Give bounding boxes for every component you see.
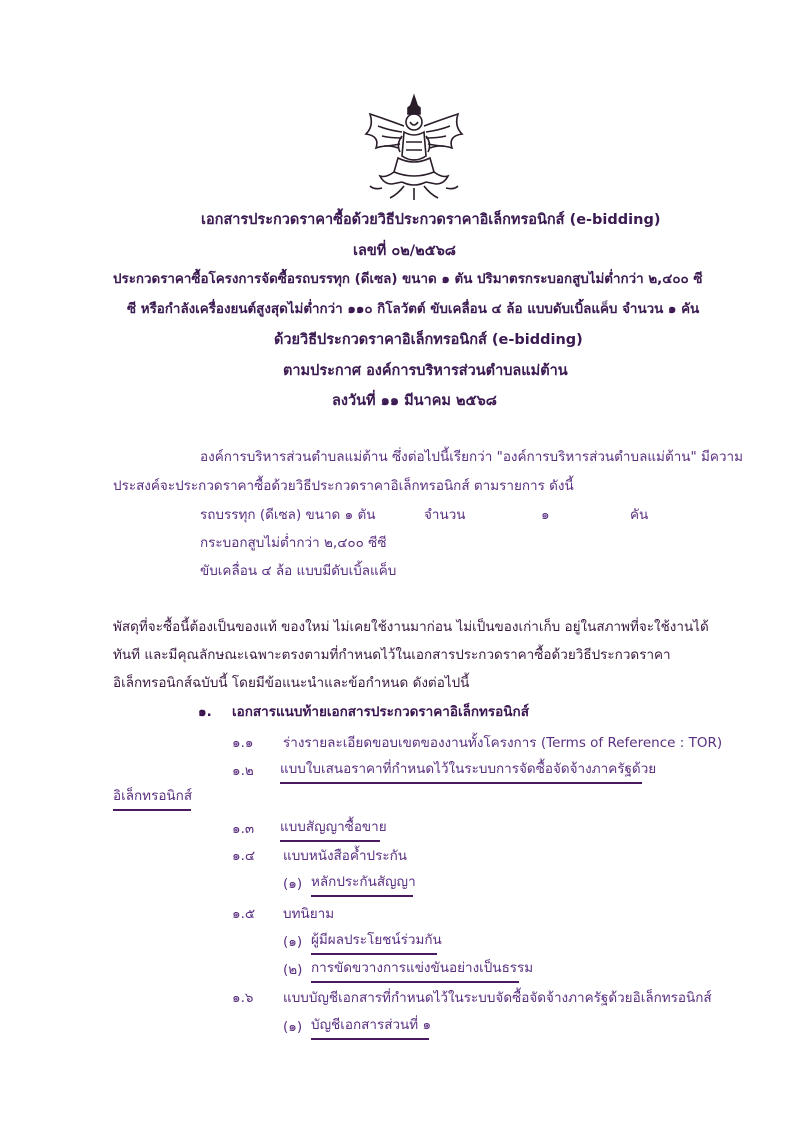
item-1-1-number: ๑.๑	[232, 735, 254, 751]
subject-line-1: ประกวดราคาซื้อโครงการจัดซื้อรถบรรทุก (ดีเซล) ขนาด ๑ ตัน ปริมาตรกระบอกสูบไม่ต่ำกว่า ๒,๔๐๐ ซี	[113, 272, 703, 287]
sub-1-5-2-number: (๒)	[283, 962, 303, 978]
item-name-line-3: ขับเคลื่อน ๔ ล้อ แบบมีดับเบิ้ลแค็บ	[200, 563, 397, 579]
date-line: ลงวันที่ ๑๑ มีนาคม ๒๕๖๘	[332, 393, 497, 409]
item-1-1-text: ร่างรายละเอียดขอบเขตของงานทั้งโครงการ (Terms of Reference : TOR)	[283, 735, 723, 751]
item-1-4-text: แบบหนังสือค้ำประกัน	[283, 848, 407, 864]
sub-1-5-1-number: (๑)	[283, 934, 303, 950]
item-1-6-text: แบบบัญชีเอกสารที่กำหนดไว้ในระบบจัดซื้อจัดจ้างภาครัฐด้วยอิเล็กทรอนิกส์	[283, 990, 712, 1006]
conditions-line-1: พัสดุที่จะซื้อนี้ต้องเป็นของแท้ ของใหม่ ไม่เคยใช้งานมาก่อน ไม่เป็นของเก่าเก็บ อยู่ในสภาพที่จะใช้งานได้	[113, 619, 709, 635]
conditions-line-3: อิเล็กทรอนิกส์ฉบับนี้ โดยมีข้อแนะนำและข้อกำหนด ดังต่อไปนี้	[113, 675, 470, 691]
subject-line-3: ด้วยวิธีประกวดราคาอิเล็กทรอนิกส์ (e-bidding)	[274, 332, 583, 348]
item-1-3-link[interactable]: แบบสัญญาซื้อขาย	[280, 815, 380, 842]
item-unit: คัน	[630, 507, 649, 523]
sub-1-6-1-number: (๑)	[283, 1019, 303, 1035]
item-1-4-number: ๑.๔	[232, 848, 256, 864]
sub-1-4-1-number: (๑)	[283, 876, 303, 892]
sub-1-5-1-link[interactable]: ผู้มีผลประโยชน์ร่วมกัน	[311, 928, 437, 955]
section-1-number: ๑.	[198, 704, 212, 720]
item-1-3-number: ๑.๓	[232, 821, 255, 837]
item-name-line-2: กระบอกสูบไม่ต่ำกว่า ๒,๔๐๐ ซีซี	[200, 535, 387, 551]
subject-line-2: ซี หรือกำลังเครื่องยนต์สูงสุดไม่ต่ำกว่า ๑๑๐ กิโลวัตต์ ขับเคลื่อน ๔ ล้อ แบบดับเบิ้ลแค็บ จำนวน ๑ คัน	[127, 302, 700, 317]
item-1-2-link[interactable]: แบบใบเสนอราคาที่กำหนดไว้ในระบบการจัดซื้อจัดจ้างภาครัฐด้วย	[280, 757, 642, 784]
section-1-title: เอกสารแนบท้ายเอกสารประกวดราคาอิเล็กทรอนิกส์	[232, 704, 529, 720]
item-qty-label: จำนวน	[424, 507, 466, 523]
sub-1-6-1-link[interactable]: บัญชีเอกสารส่วนที่ ๑	[311, 1013, 429, 1040]
document-title: เอกสารประกวดราคาซื้อด้วยวิธีประกวดราคาอิเล็กทรอนิกส์ (e-bidding)	[201, 212, 661, 228]
document-number: เลขที่ ๐๒/๒๕๖๘	[353, 243, 456, 259]
item-1-6-number: ๑.๖	[232, 990, 254, 1006]
garuda-emblem-icon	[358, 92, 470, 204]
item-1-2-number: ๑.๒	[232, 763, 254, 779]
sub-1-4-1-link[interactable]: หลักประกันสัญญา	[311, 870, 413, 897]
intro-line-1: องค์การบริหารส่วนตำบลแม่ต้าน ซึ่งต่อไปนี้เรียกว่า "องค์การบริหารส่วนตำบลแม่ต้าน" มีความ	[200, 449, 744, 465]
item-name-line-1: รถบรรทุก (ดีเซล) ขนาด ๑ ตัน	[200, 507, 376, 523]
announcement-line: ตามประกาศ องค์การบริหารส่วนตำบลแม่ต้าน	[283, 363, 568, 379]
item-qty: ๑	[541, 507, 550, 523]
item-1-2-link-continued[interactable]: อิเล็กทรอนิกส์	[113, 784, 191, 811]
intro-line-2: ประสงค์จะประกวดราคาซื้อด้วยวิธีประกวดราคาอิเล็กทรอนิกส์ ตามรายการ ดังนี้	[113, 478, 574, 494]
item-1-5-number: ๑.๕	[232, 906, 256, 922]
conditions-line-2: ทันที และมีคุณลักษณะเฉพาะตรงตามที่กำหนดไว้ในเอกสารประกวดราคาซื้อด้วยวิธีประกวดราคา	[113, 647, 671, 663]
sub-1-5-2-link[interactable]: การขัดขวางการแข่งขันอย่างเป็นธรรม	[311, 956, 519, 983]
item-1-5-text: บทนิยาม	[283, 906, 335, 922]
